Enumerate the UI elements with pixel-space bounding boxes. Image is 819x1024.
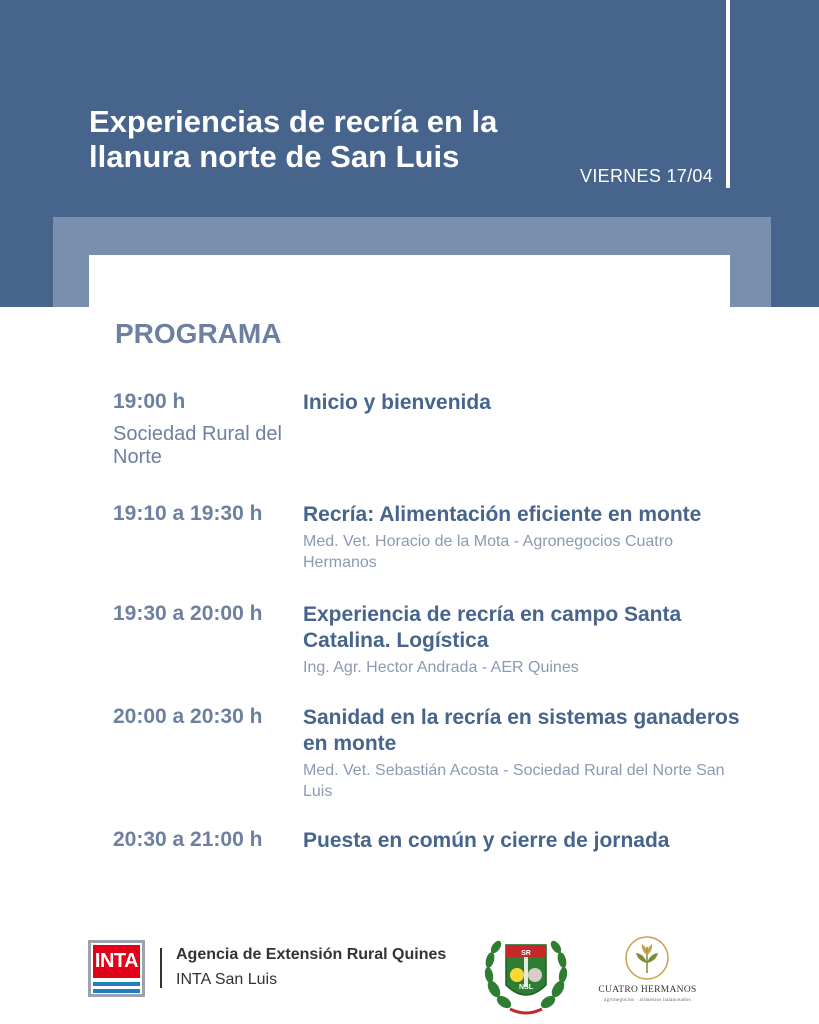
- item-title: Sanidad en la recría en sistemas ganaderos en monte: [303, 706, 740, 755]
- item-title: Puesta en común y cierre de jornada: [303, 829, 670, 852]
- agency-name: Agencia de Extensión Rural Quines: [176, 946, 447, 963]
- item-speaker: Med. Vet. Sebastián Acosta - Sociedad Rural del Norte San Luis: [303, 762, 725, 800]
- footer: [0, 925, 819, 1024]
- item-content: [303, 828, 743, 854]
- cuatro-hermanos-logo: [590, 933, 705, 1013]
- inta-stripe-icon: [93, 982, 140, 986]
- footer-divider: [160, 948, 162, 988]
- cuatro-hermanos-tagline: agronegocios · alimentos balanceados: [604, 998, 691, 1003]
- agency-subtitle: INTA San Luis: [176, 971, 278, 988]
- content-card-top: [89, 255, 730, 315]
- item-location: Sociedad Rural del Norte: [113, 423, 282, 468]
- program-title: PROGRAMA: [115, 318, 282, 349]
- wheat-leaf-icon: [590, 933, 705, 985]
- item-time: 20:30 a 21:00 h: [113, 828, 263, 851]
- item-title: Inicio y bienvenida: [303, 391, 491, 414]
- item-time: 20:00 a 20:30 h: [113, 705, 263, 728]
- item-content: [303, 602, 743, 678]
- event-title: Experiencias de recría en la llanura norte de San Luis: [89, 104, 498, 174]
- inta-logo-text: INTA: [93, 945, 140, 978]
- item-content: [303, 390, 743, 416]
- svg-text:NSL: NSL: [519, 984, 533, 991]
- inta-logo: [88, 940, 145, 997]
- item-title: Experiencia de recría en campo Santa Catalina. Logística: [303, 603, 682, 652]
- item-content: [303, 705, 743, 802]
- cuatro-hermanos-name: CUATRO HERMANOS: [598, 985, 697, 995]
- item-speaker: Med. Vet. Horacio de la Mota - Agronegocios Cuatro Hermanos: [303, 533, 673, 571]
- item-time: 19:30 a 20:00 h: [113, 602, 263, 625]
- item-time: 19:00 h: [113, 390, 186, 413]
- event-date: VIERNES 17/04: [580, 166, 713, 186]
- item-title: Recría: Alimentación eficiente en monte: [303, 503, 702, 526]
- header-vertical-line: [726, 0, 730, 188]
- item-time: 19:10 a 19:30 h: [113, 502, 263, 525]
- item-content: [303, 502, 743, 573]
- svg-text:SR: SR: [521, 950, 531, 957]
- sociedad-rural-seal-icon: [480, 927, 572, 1019]
- inta-stripe-icon: [93, 989, 140, 993]
- item-speaker: Ing. Agr. Hector Andrada - AER Quines: [303, 659, 579, 676]
